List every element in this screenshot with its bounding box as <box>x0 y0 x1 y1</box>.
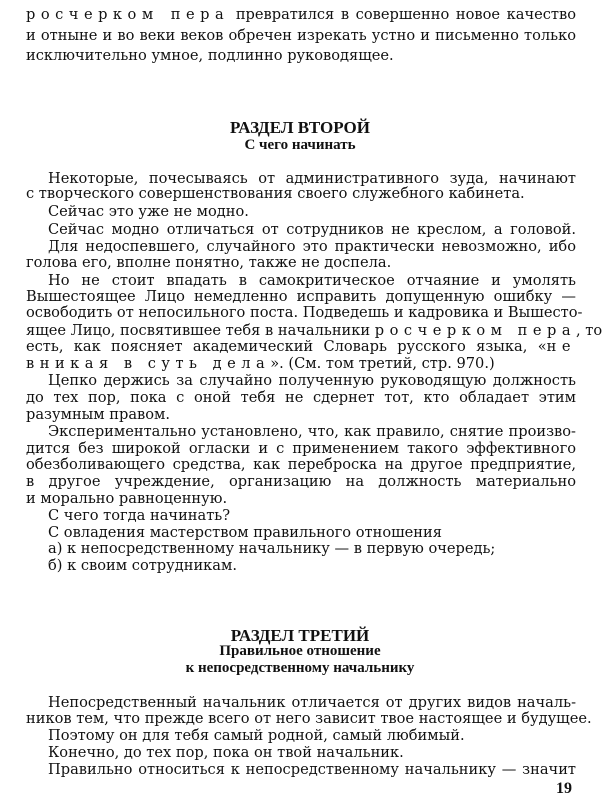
text-line: Конечно, до тех пор, пока он твой начальник. <box>48 744 404 761</box>
text-line: разумным правом. <box>26 406 171 423</box>
spaced-phrase: не <box>546 338 576 355</box>
text-line: Поэтому он для тебя самый родной, самый любимый. <box>48 727 465 744</box>
text-line: и морально равноценную. <box>26 490 228 507</box>
text-line: ников тем, что прежде всего от него зависит твое настоящее и будущее. <box>26 710 592 727</box>
text-line: голова его, вполне понятно, также не доспела. <box>26 254 392 271</box>
text-line: освободить от непосильного поста. Подведешь и кадровика и Вышесто- <box>26 304 583 321</box>
text-line: Но не стоит впадать в самокритическое отчаяние и умолять <box>48 272 576 289</box>
text-line: до тех пор, пока с оной тебя не сдернет тот, кто обладает этим <box>26 389 576 406</box>
text-line <box>26 338 576 356</box>
section-subtitle: Правильное отношение <box>219 643 381 659</box>
text-line: исключительно умное, подлинно руководящее. <box>26 47 394 64</box>
text-line <box>26 355 576 373</box>
text-line <box>26 6 576 24</box>
spaced-phrase: росчерком пера <box>374 322 577 339</box>
text-line: Для недоспевшего, случайного это практически невозможно, ибо <box>48 238 576 255</box>
text-line: Некоторые, почесываясь от административного зуда, начинают <box>48 170 576 187</box>
text-line: дится без широкой огласки и с применением такого эффективного <box>26 440 576 457</box>
list-item: б) к своим сотрудникам. <box>48 557 237 574</box>
text-line: Правильно относиться к непосредственному начальнику — значит <box>48 761 576 778</box>
text-line: и отныне и во веки веков обречен изрекать устно и письменно только <box>26 27 576 44</box>
text-line: С овладения мастерством правильного отношения <box>48 524 442 541</box>
section-subtitle: к непосредственному начальнику <box>185 660 415 676</box>
text-line: Цепко держись за случайно полученную руководящую должность <box>48 372 576 389</box>
text-fragment: есть, как поясняет академический Словарь русского языка, « <box>26 338 547 355</box>
text-line: Экспериментально установлено, что, как правило, снятие произво- <box>48 423 576 440</box>
text-line: Вышестоящее Лицо немедленно исправить допущенную ошибку — <box>26 288 576 305</box>
page-number: 19 <box>556 780 572 797</box>
text-line: обезболивающего средства, как переброска на другое предприятие, <box>26 456 576 473</box>
text-line: С чего тогда начинать? <box>48 507 231 524</box>
text-fragment: , то <box>576 322 602 339</box>
text-line: с творческого совершенствования своего служебного кабинета. <box>26 185 525 202</box>
section-title: РАЗДЕЛ ТРЕТИЙ <box>230 626 370 645</box>
text-line: Непосредственный начальник отличается от других видов началь- <box>48 694 576 711</box>
list-item: а) к непосредственному начальнику — в первую очередь; <box>48 540 496 557</box>
section-title: РАЗДЕЛ ВТОРОЙ <box>230 118 370 137</box>
section-subtitle: С чего начинать <box>244 137 356 153</box>
text-fragment: превратился в совершенно новое качество <box>229 6 577 23</box>
text-line: Сейчас модно отличаться от сотрудников не креслом, а головой. <box>48 221 576 238</box>
text-line: в другое учреждение, организацию на должность материально <box>26 473 576 490</box>
text-fragment: ящее Лицо, посвятившее тебя в начальники <box>26 322 375 339</box>
spaced-phrase: росчерком пера <box>26 6 230 23</box>
text-fragment: ». (См. том третий, стр. 970.) <box>270 355 495 372</box>
text-line: Сейчас это уже не модно. <box>48 203 249 220</box>
spaced-phrase: вникая в суть дела <box>26 355 271 372</box>
